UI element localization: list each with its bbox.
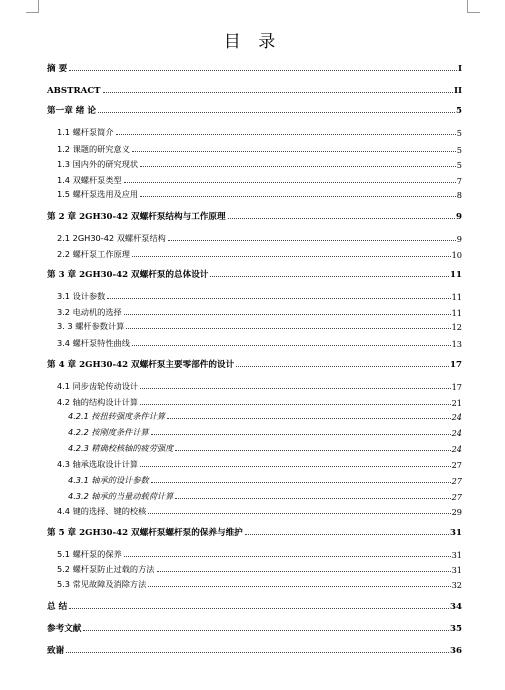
toc-page-number: 11 — [450, 270, 462, 280]
toc-page-number: 11 — [451, 308, 462, 318]
toc-entry[interactable] — [57, 306, 462, 318]
toc-entry-title: 总 结 — [47, 602, 68, 612]
dot-leader — [210, 276, 449, 277]
toc-page-number: 29 — [451, 507, 462, 517]
toc-entry[interactable] — [57, 563, 462, 575]
toc-entry[interactable] — [57, 248, 462, 260]
toc-entry[interactable] — [68, 410, 462, 422]
dot-leader — [124, 556, 451, 557]
toc-entry[interactable] — [68, 426, 462, 438]
toc-entry-title: 1.2 课题的研究意义 — [57, 144, 130, 154]
toc-page-number: 5 — [456, 106, 462, 116]
toc-page-number: 12 — [451, 322, 462, 332]
toc-entry-title: 参考文献 — [47, 624, 82, 634]
toc-entry[interactable] — [57, 143, 462, 155]
dot-leader — [140, 388, 450, 389]
toc-entry-title: 4.4 键的选择、键的校核 — [57, 506, 147, 516]
toc-page-number: 31 — [450, 528, 462, 538]
dot-leader — [107, 298, 450, 299]
toc-entry[interactable] — [47, 526, 462, 538]
toc-page-number: 11 — [451, 292, 462, 302]
toc-page-number: 24 — [451, 428, 462, 438]
toc-entry[interactable] — [68, 490, 462, 502]
toc-page-number: 9 — [456, 212, 462, 222]
toc-page-number: 17 — [450, 360, 462, 370]
toc-entry[interactable] — [57, 188, 462, 200]
toc-entry-title: 致谢 — [47, 646, 65, 656]
dot-leader — [132, 345, 451, 346]
toc-page-number: 5 — [456, 160, 462, 170]
toc-entry-title: 3. 3 螺杆参数计算 — [57, 321, 125, 331]
toc-page-number: 21 — [451, 398, 462, 408]
toc-page-number: I — [457, 64, 462, 74]
toc-entry[interactable] — [57, 505, 462, 517]
dot-leader — [66, 652, 449, 653]
toc-entry-title: 4.1 同步齿轮传动设计 — [57, 381, 139, 391]
toc-entry[interactable] — [47, 622, 462, 634]
dot-leader — [124, 182, 456, 183]
toc-entry-title: 2.2 螺杆泵工作原理 — [57, 249, 130, 259]
toc-page-number: 24 — [451, 444, 462, 454]
toc-entry-title: 1.3 国内外的研究现状 — [57, 159, 139, 169]
toc-page-number: 27 — [451, 492, 462, 502]
dot-leader — [175, 450, 450, 451]
toc-page-number: 7 — [456, 176, 462, 186]
dot-leader — [228, 218, 455, 219]
toc-entry-title: 4.3 轴承选取设计计算 — [57, 459, 139, 469]
toc-entry-title: 第 4 章 2GH30-42 双螺杆泵主要零部件的设计 — [47, 360, 235, 370]
toc-entry[interactable] — [47, 268, 462, 280]
toc-entry-title: 4.3.1 轴承的设计参数 — [68, 475, 149, 485]
toc-page-number: 10 — [451, 250, 462, 260]
toc-entry[interactable] — [57, 578, 462, 590]
dot-leader — [157, 571, 451, 572]
toc-entry-title: 第 5 章 2GH30-42 双螺杆泵螺杆泵的保养与维护 — [47, 528, 243, 538]
toc-entry[interactable] — [57, 458, 462, 470]
dot-leader — [140, 466, 450, 467]
dot-leader — [132, 151, 456, 152]
dot-leader — [69, 70, 457, 71]
dot-leader — [116, 134, 456, 135]
toc-page-number: 5 — [456, 128, 462, 138]
toc-entry[interactable] — [47, 600, 462, 612]
toc-page-number: 5 — [456, 145, 462, 155]
toc-entry-title: 5.1 螺杆泵的保养 — [57, 549, 122, 559]
toc-entry[interactable] — [57, 232, 462, 244]
toc-entry[interactable] — [47, 62, 462, 74]
toc-entry-title: 第 2 章 2GH30-42 双螺杆泵结构与工作原理 — [47, 212, 226, 222]
toc-entry-title: 摘 要 — [47, 64, 68, 74]
dot-leader — [148, 513, 450, 514]
toc-entry[interactable] — [57, 380, 462, 392]
toc-page-number: 9 — [456, 234, 462, 244]
toc-entry[interactable] — [57, 290, 462, 302]
dot-leader — [168, 240, 456, 241]
toc-entry[interactable] — [57, 396, 462, 408]
toc-entry-title: 4.2 轴的结构设计计算 — [57, 397, 139, 407]
toc-entry[interactable] — [68, 442, 462, 454]
toc-entry[interactable] — [47, 358, 462, 370]
toc-entry[interactable] — [47, 644, 462, 656]
toc-entry-title: 第一章 绪 论 — [47, 106, 96, 116]
dot-leader — [83, 630, 449, 631]
dot-leader — [151, 434, 451, 435]
toc-entry-title: 5.3 常见故障及消除方法 — [57, 579, 147, 589]
toc-entry-title: 5.2 螺杆泵防止过载的方法 — [57, 564, 155, 574]
toc-entry[interactable] — [57, 548, 462, 560]
toc-entry[interactable] — [57, 158, 462, 170]
toc-entry-title: 第 3 章 2GH30-42 双螺杆泵的总体设计 — [47, 270, 209, 280]
toc-entry[interactable] — [68, 474, 462, 486]
toc-entry-title: 4.3.2 轴承的当量动载荷计算 — [68, 491, 174, 501]
toc-entry-title: 3.1 设计参数 — [57, 291, 106, 301]
toc-entry-title: 1.1 螺杆泵简介 — [57, 127, 114, 137]
toc-entry[interactable] — [57, 126, 462, 138]
toc-entry-title: 4.2.3 精确校核轴的疲劳强度 — [68, 443, 174, 453]
toc-page-number: 36 — [450, 646, 462, 656]
dot-leader — [148, 586, 450, 587]
toc-entry[interactable] — [57, 337, 462, 349]
toc-entry[interactable] — [47, 104, 462, 116]
toc-page-number: 31 — [451, 565, 462, 575]
toc-entry-title: 3.4 螺杆泵特性曲线 — [57, 338, 130, 348]
dot-leader — [167, 418, 450, 419]
dot-leader — [69, 608, 449, 609]
toc-entry-title: 1.4 双螺杆泵类型 — [57, 175, 122, 185]
dot-leader — [98, 112, 455, 113]
dot-leader — [126, 328, 450, 329]
toc-page-number: 24 — [451, 412, 462, 422]
toc-page-number: 27 — [451, 476, 462, 486]
toc-page-number: 32 — [451, 580, 462, 590]
toc-entry-title: 1.5 螺杆泵选用及应用 — [57, 189, 139, 199]
toc-entry-title: 4.2.2 按刚度条件计算 — [68, 427, 149, 437]
toc-page-number: 8 — [456, 190, 462, 200]
toc-page-number: 34 — [450, 602, 462, 612]
toc-entry[interactable] — [47, 210, 462, 222]
toc-entry-title: 3.2 电动机的选择 — [57, 307, 122, 317]
dot-leader — [151, 482, 451, 483]
toc-page-number: 13 — [451, 339, 462, 349]
toc-entry[interactable] — [57, 320, 462, 332]
dot-leader — [132, 256, 451, 257]
dot-leader — [103, 92, 453, 93]
dot-leader — [140, 166, 456, 167]
toc-page-number: 17 — [451, 382, 462, 392]
toc-page-number: 35 — [450, 624, 462, 634]
dot-leader — [140, 404, 450, 405]
toc-entry-title: 2.1 2GH30-42 双螺杆泵结构 — [57, 233, 166, 243]
toc-title: 目 录 — [223, 32, 282, 52]
dot-leader — [140, 196, 456, 197]
dot-leader — [236, 366, 449, 367]
toc-entry-title: 4.2.1 按扭转强度条件计算 — [68, 411, 166, 421]
dot-leader — [245, 534, 449, 535]
toc-entry[interactable] — [57, 174, 462, 186]
dot-leader — [175, 498, 450, 499]
dot-leader — [124, 314, 451, 315]
toc-entry[interactable] — [47, 84, 462, 96]
toc-page-number: 31 — [451, 550, 462, 560]
toc-page-number: 27 — [451, 460, 462, 470]
toc-entry-title: ABSTRACT — [47, 86, 101, 96]
toc-page-number: II — [453, 86, 462, 96]
